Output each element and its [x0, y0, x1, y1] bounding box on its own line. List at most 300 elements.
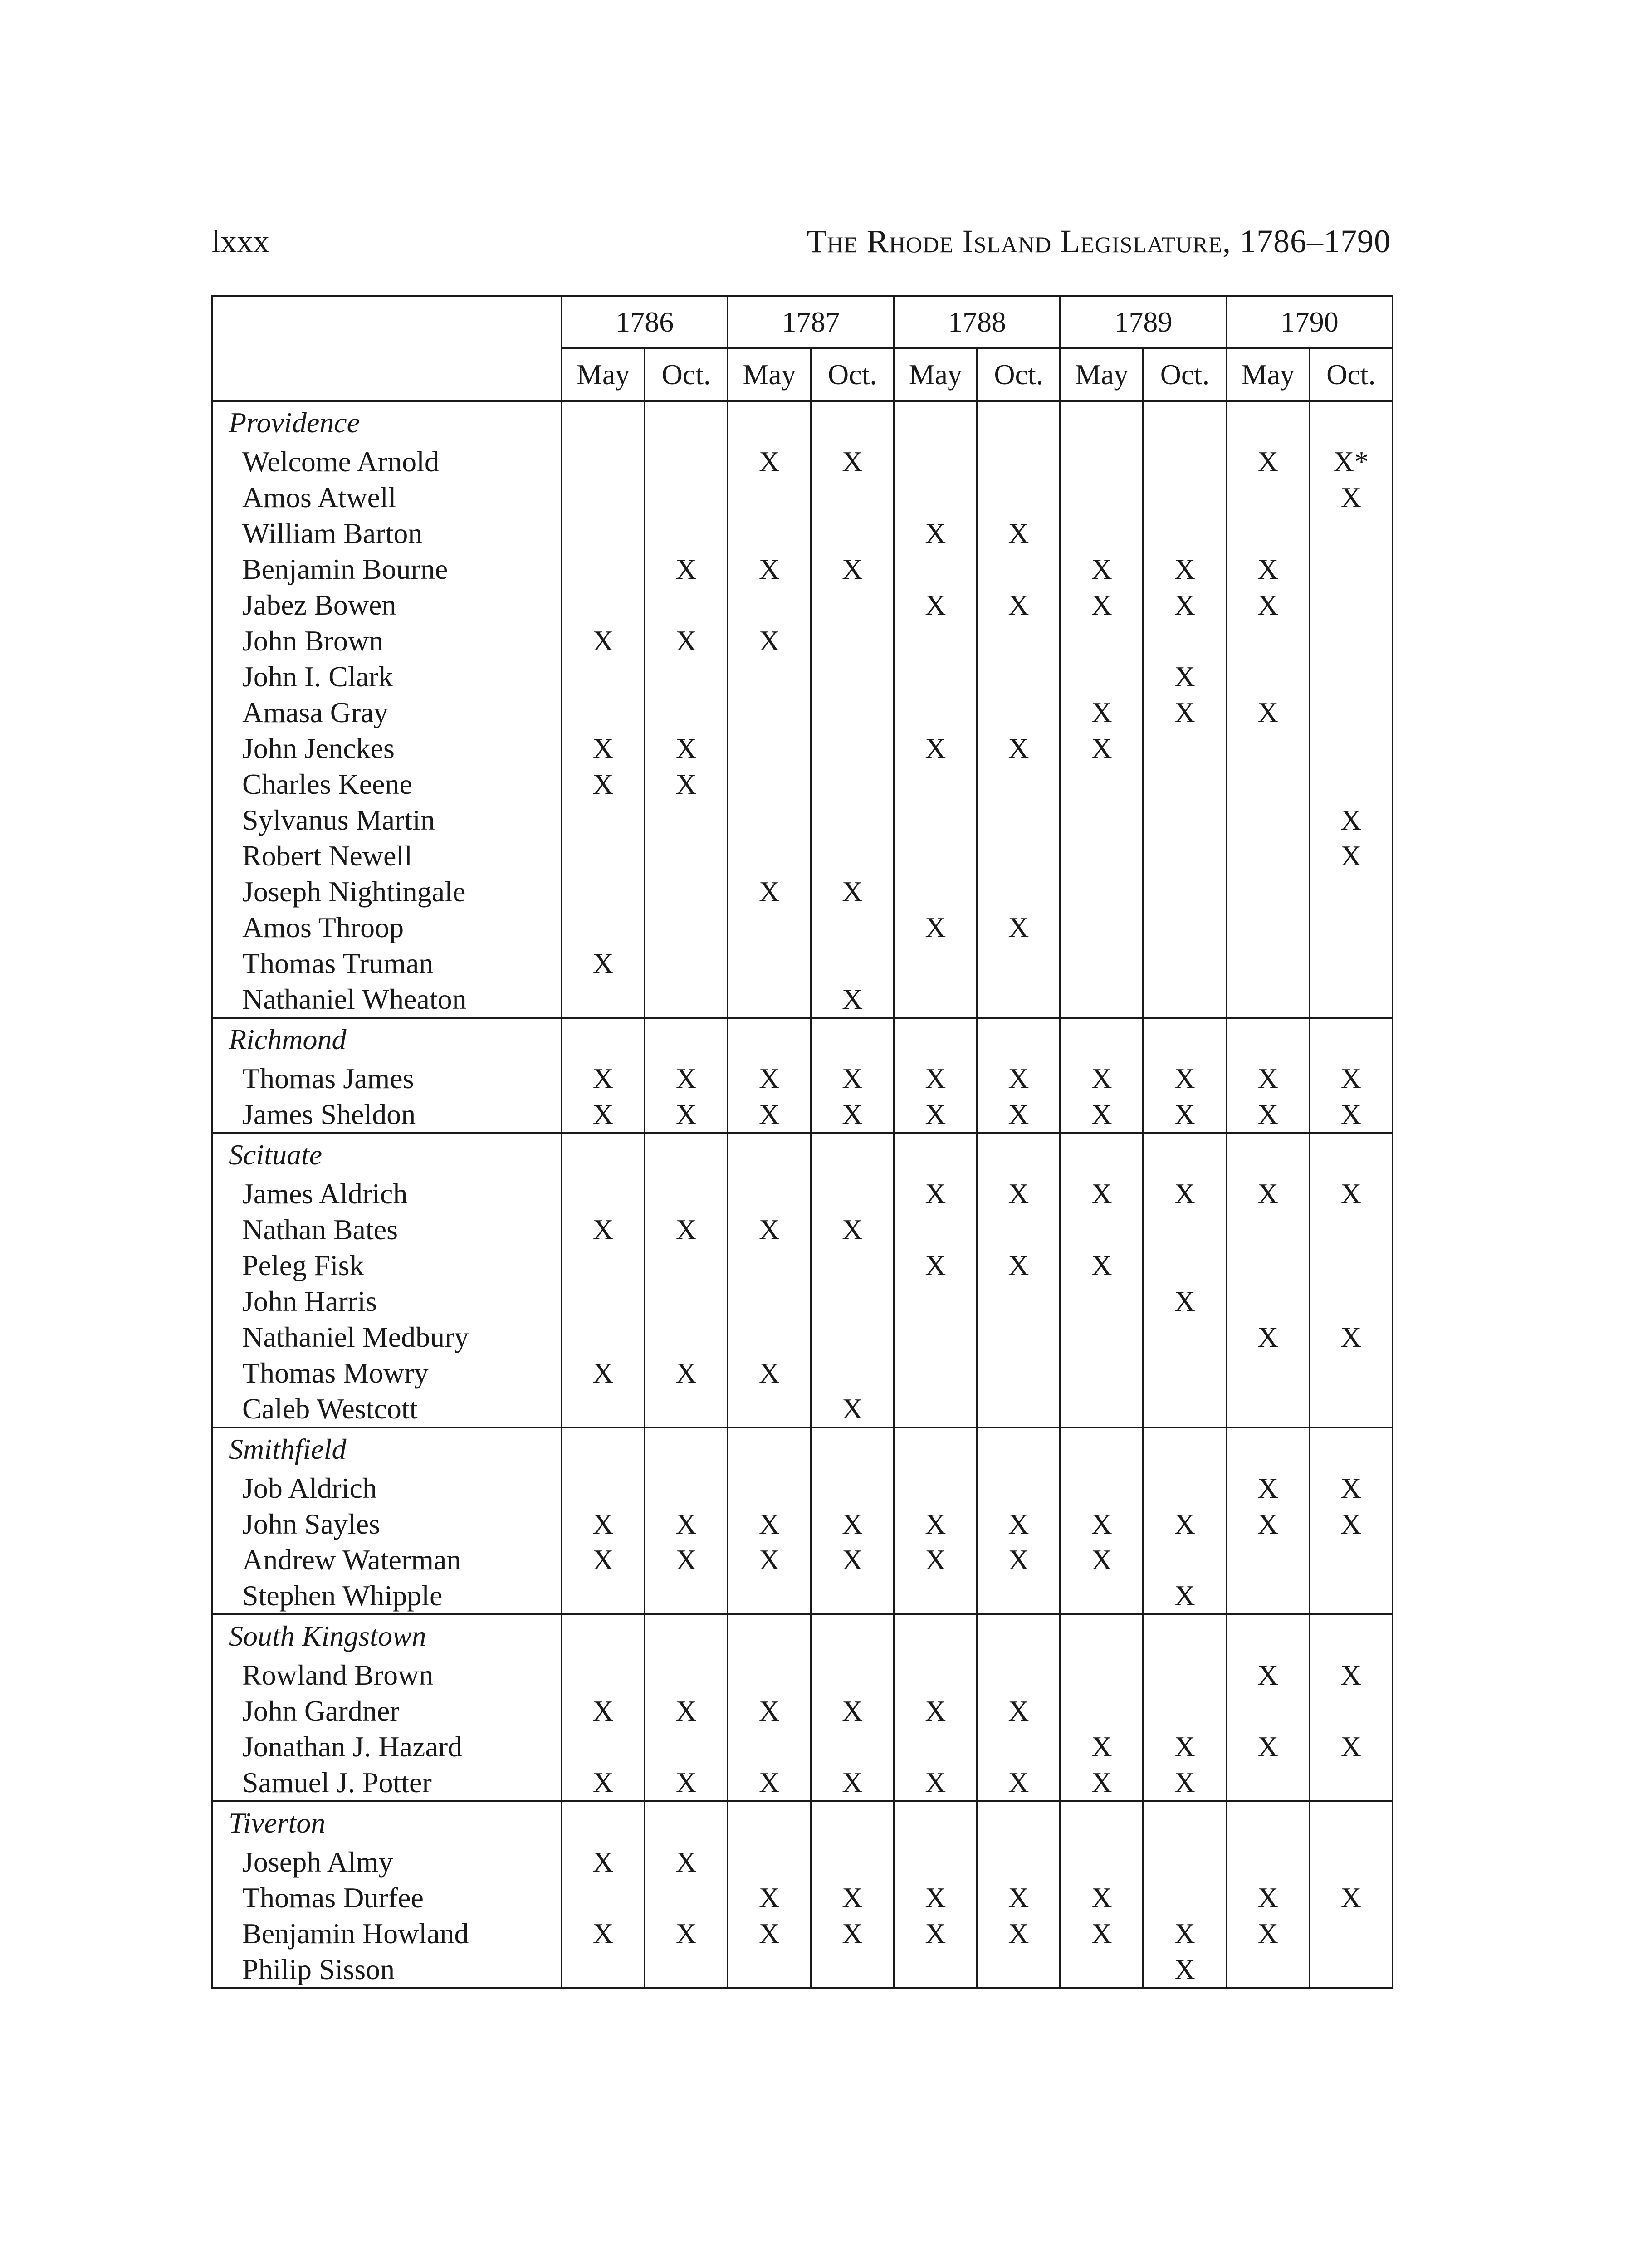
attendance-mark: X [811, 1391, 894, 1427]
member-row [212, 1319, 1393, 1355]
town-group [212, 1133, 1393, 1427]
attendance-mark: X [728, 1765, 811, 1801]
empty-cell [1060, 1133, 1143, 1176]
member-name: Thomas Durfee [212, 1880, 562, 1916]
member-name: Joseph Almy [212, 1844, 562, 1880]
attendance-mark [728, 1578, 811, 1614]
member-row [212, 1578, 1393, 1614]
attendance-mark [1060, 838, 1143, 874]
attendance-mark: X [1060, 1729, 1143, 1765]
attendance-mark [1143, 874, 1226, 909]
attendance-mark [562, 1951, 645, 1988]
attendance-mark [645, 945, 728, 981]
member-name: Robert Newell [212, 838, 562, 874]
member-name: Caleb Westcott [212, 1391, 562, 1427]
attendance-mark: X [1310, 802, 1393, 838]
attendance-mark [728, 659, 811, 694]
attendance-mark [1310, 981, 1393, 1018]
empty-cell [1310, 1018, 1393, 1061]
attendance-mark [645, 1470, 728, 1506]
attendance-mark: X [728, 1542, 811, 1578]
attendance-mark [562, 909, 645, 945]
attendance-mark: X [1143, 1729, 1226, 1765]
attendance-mark [1227, 1391, 1310, 1427]
attendance-mark [977, 444, 1060, 479]
empty-cell [645, 1133, 728, 1176]
attendance-mark [1060, 945, 1143, 981]
attendance-mark [728, 1729, 811, 1765]
attendance-mark: X [562, 1061, 645, 1096]
attendance-mark [894, 1729, 977, 1765]
attendance-mark [977, 694, 1060, 730]
member-row [212, 1765, 1393, 1801]
attendance-mark [1060, 909, 1143, 945]
member-name: Thomas Mowry [212, 1355, 562, 1391]
attendance-mark [1060, 766, 1143, 802]
attendance-mark [1310, 694, 1393, 730]
attendance-mark [1310, 1693, 1393, 1729]
attendance-mark [645, 1578, 728, 1614]
attendance-mark [1143, 1355, 1226, 1391]
attendance-mark: X [562, 1693, 645, 1729]
member-row [212, 1729, 1393, 1765]
attendance-mark [1227, 945, 1310, 981]
attendance-mark: X [562, 1844, 645, 1880]
attendance-mark [1310, 730, 1393, 766]
attendance-mark: X [728, 1880, 811, 1916]
attendance-mark [728, 1391, 811, 1427]
attendance-mark: X [894, 1506, 977, 1542]
attendance-mark [1060, 874, 1143, 909]
attendance-mark [1227, 981, 1310, 1018]
attendance-mark [1310, 1844, 1393, 1880]
attendance-mark: X [1060, 1061, 1143, 1096]
attendance-mark [894, 802, 977, 838]
attendance-mark: X [1143, 1096, 1226, 1133]
attendance-mark: X [728, 1693, 811, 1729]
attendance-mark [1060, 1844, 1143, 1880]
attendance-mark: X [811, 1542, 894, 1578]
member-name: Amasa Gray [212, 694, 562, 730]
attendance-mark: X* [1310, 444, 1393, 479]
attendance-mark [1310, 1247, 1393, 1283]
attendance-mark [1310, 766, 1393, 802]
attendance-mark [645, 1319, 728, 1355]
attendance-mark [977, 838, 1060, 874]
attendance-mark: X [562, 945, 645, 981]
empty-cell [977, 1427, 1060, 1470]
attendance-mark: X [894, 909, 977, 945]
attendance-mark [1143, 1470, 1226, 1506]
member-row [212, 444, 1393, 479]
attendance-mark [1060, 981, 1143, 1018]
attendance-mark [977, 766, 1060, 802]
attendance-mark [645, 1657, 728, 1693]
attendance-mark [1060, 623, 1143, 659]
attendance-mark [728, 945, 811, 981]
attendance-mark [645, 909, 728, 945]
attendance-mark [562, 515, 645, 551]
attendance-mark [645, 874, 728, 909]
attendance-mark [1143, 623, 1226, 659]
member-name: Welcome Arnold [212, 444, 562, 479]
empty-cell [1143, 1801, 1226, 1844]
empty-cell [894, 1614, 977, 1657]
attendance-mark: X [977, 1693, 1060, 1729]
attendance-mark [1060, 1693, 1143, 1729]
member-row [212, 730, 1393, 766]
attendance-mark: X [1310, 1880, 1393, 1916]
attendance-mark [811, 909, 894, 945]
attendance-mark [977, 1391, 1060, 1427]
member-row [212, 1096, 1393, 1133]
empty-cell [562, 1614, 645, 1657]
attendance-mark: X [1227, 1319, 1310, 1355]
attendance-mark [1227, 1283, 1310, 1319]
attendance-mark: X [562, 1506, 645, 1542]
attendance-mark [977, 874, 1060, 909]
town-name: Providence [212, 401, 562, 444]
attendance-mark [1143, 1391, 1226, 1427]
member-name: Benjamin Bourne [212, 551, 562, 587]
member-row [212, 909, 1393, 945]
attendance-mark: X [645, 1355, 728, 1391]
attendance-mark: X [811, 551, 894, 587]
member-row [212, 1470, 1393, 1506]
attendance-mark [1227, 659, 1310, 694]
attendance-mark [1143, 909, 1226, 945]
empty-cell [811, 1133, 894, 1176]
empty-cell [1227, 1801, 1310, 1844]
town-name: Smithfield [212, 1427, 562, 1470]
attendance-mark: X [1060, 1096, 1143, 1133]
member-name: Job Aldrich [212, 1470, 562, 1506]
attendance-mark [1143, 1319, 1226, 1355]
empty-cell [1143, 1018, 1226, 1061]
attendance-mark [1143, 1844, 1226, 1880]
attendance-mark [562, 1391, 645, 1427]
attendance-mark [1310, 587, 1393, 623]
attendance-mark: X [1060, 1247, 1143, 1283]
year-header: 1787 [728, 296, 894, 348]
attendance-mark: X [562, 1916, 645, 1951]
attendance-mark [1310, 1355, 1393, 1391]
attendance-mark [894, 945, 977, 981]
attendance-mark: X [1227, 1880, 1310, 1916]
member-row [212, 1506, 1393, 1542]
attendance-mark [811, 659, 894, 694]
attendance-mark: X [811, 1765, 894, 1801]
attendance-mark [728, 730, 811, 766]
attendance-mark [977, 1355, 1060, 1391]
attendance-mark [1060, 1355, 1143, 1391]
member-row [212, 623, 1393, 659]
attendance-mark [1143, 1212, 1226, 1247]
town-name: Scituate [212, 1133, 562, 1176]
member-name: Thomas James [212, 1061, 562, 1096]
attendance-mark: X [1143, 694, 1226, 730]
attendance-mark [645, 802, 728, 838]
attendance-mark [728, 1844, 811, 1880]
empty-cell [562, 1018, 645, 1061]
attendance-mark: X [811, 1212, 894, 1247]
attendance-mark [1310, 1951, 1393, 1988]
member-name: John Brown [212, 623, 562, 659]
attendance-mark: X [728, 1212, 811, 1247]
attendance-mark [1143, 766, 1226, 802]
attendance-mark: X [645, 1693, 728, 1729]
empty-cell [645, 1018, 728, 1061]
attendance-mark: X [1143, 1506, 1226, 1542]
member-row [212, 1247, 1393, 1283]
attendance-mark [562, 551, 645, 587]
attendance-mark [811, 945, 894, 981]
attendance-mark [894, 1283, 977, 1319]
attendance-mark [811, 694, 894, 730]
member-row [212, 981, 1393, 1018]
attendance-mark: X [894, 587, 977, 623]
attendance-mark [1060, 444, 1143, 479]
attendance-mark [811, 766, 894, 802]
attendance-mark [977, 1319, 1060, 1355]
empty-cell [977, 1018, 1060, 1061]
attendance-mark: X [977, 909, 1060, 945]
empty-cell [1060, 1427, 1143, 1470]
member-row [212, 587, 1393, 623]
town-name: Tiverton [212, 1801, 562, 1844]
attendance-mark [977, 1657, 1060, 1693]
empty-cell [645, 1614, 728, 1657]
town-row [212, 1614, 1393, 1657]
attendance-mark [1227, 1578, 1310, 1614]
empty-cell [728, 1133, 811, 1176]
attendance-mark [562, 874, 645, 909]
attendance-mark [1227, 1212, 1310, 1247]
member-name: James Sheldon [212, 1096, 562, 1133]
empty-cell [1227, 1018, 1310, 1061]
empty-cell [1310, 401, 1393, 444]
town-group [212, 1427, 1393, 1614]
attendance-mark: X [645, 551, 728, 587]
attendance-mark [811, 1176, 894, 1212]
empty-cell [1143, 1133, 1226, 1176]
empty-cell [1143, 401, 1226, 444]
empty-cell [1310, 1614, 1393, 1657]
attendance-mark: X [728, 1355, 811, 1391]
attendance-mark: X [811, 1916, 894, 1951]
attendance-mark: X [1143, 659, 1226, 694]
member-name: John Harris [212, 1283, 562, 1319]
attendance-mark: X [1060, 1542, 1143, 1578]
town-group [212, 401, 1393, 1018]
member-row [212, 1844, 1393, 1880]
attendance-mark: X [894, 730, 977, 766]
attendance-mark: X [977, 1247, 1060, 1283]
attendance-mark [645, 659, 728, 694]
attendance-mark: X [728, 1506, 811, 1542]
empty-cell [1060, 1614, 1143, 1657]
attendance-mark: X [811, 1693, 894, 1729]
attendance-mark [977, 1578, 1060, 1614]
attendance-mark: X [562, 1765, 645, 1801]
attendance-mark: X [1060, 587, 1143, 623]
empty-cell [1310, 1133, 1393, 1176]
attendance-mark [728, 1283, 811, 1319]
empty-cell [728, 1801, 811, 1844]
empty-cell [894, 1133, 977, 1176]
attendance-mark [1143, 1247, 1226, 1283]
attendance-mark [1060, 659, 1143, 694]
empty-cell [645, 1427, 728, 1470]
member-row [212, 1176, 1393, 1212]
attendance-mark [728, 479, 811, 515]
member-row [212, 1391, 1393, 1427]
empty-cell [1143, 1614, 1226, 1657]
attendance-mark: X [1060, 1506, 1143, 1542]
attendance-mark: X [1060, 730, 1143, 766]
attendance-mark [645, 1880, 728, 1916]
attendance-mark: X [1227, 587, 1310, 623]
empty-cell [1227, 401, 1310, 444]
session-header: Oct. [1310, 348, 1393, 401]
attendance-mark: X [1310, 1319, 1393, 1355]
attendance-mark: X [977, 1542, 1060, 1578]
member-name: John Jenckes [212, 730, 562, 766]
member-name: John Sayles [212, 1506, 562, 1542]
member-row [212, 1283, 1393, 1319]
attendance-mark [1060, 515, 1143, 551]
attendance-mark [977, 1951, 1060, 1988]
attendance-mark [1227, 479, 1310, 515]
attendance-mark: X [894, 1916, 977, 1951]
attendance-mark: X [1227, 1470, 1310, 1506]
attendance-mark: X [1143, 1765, 1226, 1801]
member-name: Samuel J. Potter [212, 1765, 562, 1801]
member-row [212, 1951, 1393, 1988]
attendance-mark [645, 838, 728, 874]
member-name: Thomas Truman [212, 945, 562, 981]
attendance-mark: X [894, 1096, 977, 1133]
attendance-mark: X [645, 1765, 728, 1801]
attendance-mark: X [562, 1212, 645, 1247]
attendance-mark [1227, 802, 1310, 838]
attendance-mark: X [562, 1096, 645, 1133]
member-row [212, 694, 1393, 730]
attendance-mark [977, 1729, 1060, 1765]
attendance-mark [728, 1176, 811, 1212]
attendance-mark [894, 444, 977, 479]
attendance-mark: X [1227, 1176, 1310, 1212]
attendance-mark: X [645, 730, 728, 766]
attendance-mark: X [894, 1765, 977, 1801]
member-name: Sylvanus Martin [212, 802, 562, 838]
attendance-mark [811, 1247, 894, 1283]
attendance-mark [1310, 1391, 1393, 1427]
attendance-mark: X [811, 444, 894, 479]
member-row [212, 945, 1393, 981]
attendance-mark [977, 1283, 1060, 1319]
attendance-mark [894, 1391, 977, 1427]
attendance-mark: X [728, 1096, 811, 1133]
attendance-mark: X [894, 1061, 977, 1096]
empty-cell [728, 401, 811, 444]
attendance-mark [811, 802, 894, 838]
attendance-mark: X [1227, 694, 1310, 730]
attendance-mark [977, 802, 1060, 838]
running-title: The Rhode Island Legislature, 1786–1790 [807, 223, 1391, 259]
attendance-mark [562, 1247, 645, 1283]
attendance-mark [894, 1212, 977, 1247]
attendance-mark: X [728, 551, 811, 587]
attendance-mark: X [562, 1542, 645, 1578]
town-row [212, 401, 1393, 444]
attendance-mark [894, 1355, 977, 1391]
empty-cell [1060, 401, 1143, 444]
member-name: Stephen Whipple [212, 1578, 562, 1614]
empty-cell [728, 1614, 811, 1657]
member-row [212, 1657, 1393, 1693]
attendance-mark [1143, 981, 1226, 1018]
empty-cell [645, 401, 728, 444]
attendance-mark: X [645, 1096, 728, 1133]
corner-cell [212, 296, 562, 401]
member-row [212, 1693, 1393, 1729]
attendance-mark: X [977, 1176, 1060, 1212]
attendance-mark: X [811, 1880, 894, 1916]
attendance-mark [1310, 1578, 1393, 1614]
attendance-mark [1060, 802, 1143, 838]
attendance-mark: X [811, 1096, 894, 1133]
attendance-mark [811, 623, 894, 659]
attendance-mark: X [811, 874, 894, 909]
session-header: Oct. [977, 348, 1060, 401]
attendance-mark [977, 659, 1060, 694]
attendance-mark [645, 1247, 728, 1283]
empty-cell [1227, 1427, 1310, 1470]
attendance-mark [728, 981, 811, 1018]
town-row [212, 1427, 1393, 1470]
member-row [212, 802, 1393, 838]
attendance-mark [894, 659, 977, 694]
member-row [212, 1355, 1393, 1391]
attendance-mark [811, 1578, 894, 1614]
empty-cell [894, 1018, 977, 1061]
attendance-mark: X [1227, 1729, 1310, 1765]
attendance-mark [562, 802, 645, 838]
attendance-mark: X [811, 1061, 894, 1096]
member-name: John I. Clark [212, 659, 562, 694]
folio: lxxx [211, 223, 270, 259]
attendance-mark [977, 1470, 1060, 1506]
attendance-mark: X [977, 1061, 1060, 1096]
attendance-mark [811, 1844, 894, 1880]
attendance-mark [977, 479, 1060, 515]
attendance-mark: X [1143, 551, 1226, 587]
attendance-mark [1227, 1542, 1310, 1578]
attendance-mark: X [1060, 1916, 1143, 1951]
attendance-mark: X [977, 1096, 1060, 1133]
attendance-mark [1227, 838, 1310, 874]
attendance-mark [1060, 1951, 1143, 1988]
empty-cell [977, 401, 1060, 444]
attendance-mark [1143, 479, 1226, 515]
attendance-mark: X [728, 444, 811, 479]
membership-table [211, 295, 1393, 1989]
member-name: Nathan Bates [212, 1212, 562, 1247]
attendance-mark: X [1310, 1470, 1393, 1506]
empty-cell [1060, 1018, 1143, 1061]
attendance-mark [894, 1951, 977, 1988]
